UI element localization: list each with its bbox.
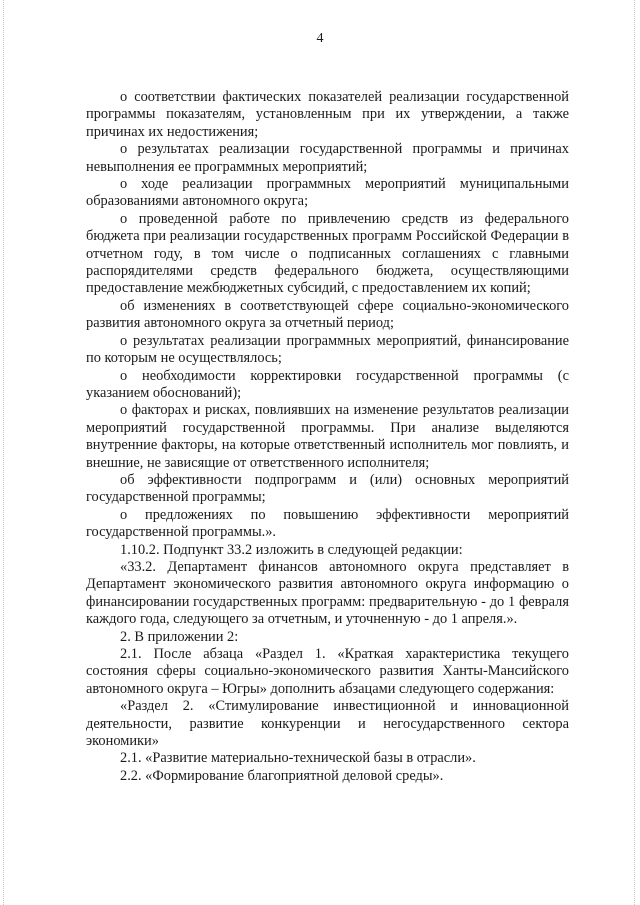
paragraph-section-2: «Раздел 2. «Стимулирование инвестиционной и инновационной деятельности, развитие конкуренции и негосударственного сектора экономики» [86,698,569,750]
paragraph-correction-need: о необходимости корректировки государственной программы (с указанием обоснований); [86,367,569,401]
paragraph-program-results: о результатах реализации государственной программы и причинах невыполнения ее программных мероприятий; [86,141,569,175]
paragraph-federal-funds: о проведенной работе по привлечению средств из федерального бюджета при реализации государственных программ Российской Федерации в отчетном году, в том числе о подписанных соглашениях с главными распорядителями средств федерального бюджета, осуществляющими предоставление межбюджетных субсидий, с предоставлением их копий; [86,210,569,297]
paragraph-risk-factors: о факторах и рисках, повлиявших на изменение результатов реализации мероприятий государственной программы. При анализе выделяются внутренние факторы, на которые ответственный исполнитель мог повлиять, и внешние, не зависящие от ответственного исполнителя; [86,402,569,471]
paragraph-unfunded-results: о результатах реализации программных мероприятий, финансирование по которым не осуществлялось; [86,332,569,367]
page-number: 4 [316,31,324,46]
paragraph-sphere-changes: об изменениях в соответствующей сфере социально-экономического развития автономного округа за отчетный период; [86,297,569,332]
document-body [86,89,569,785]
paragraph-appendix-2: 2. В приложении 2: [120,628,239,645]
paragraph-fact-indicators: о соответствии фактических показателей реализации государственной программы показателям, установленным при их утверждении, а также причинах их недостижения; [86,89,569,140]
paragraph-item-2-2: 2.2. «Формирование благоприятной деловой среды». [120,767,444,784]
paragraph-clause-2-1: 2.1. После абзаца «Раздел 1. «Краткая характеристика текущего состояния сферы социально-экономического развития Ханты-Мансийского автономного округа – Югры» дополнить абзацами следующего содержания: [86,646,569,697]
paragraph-municipal-progress: о ходе реализации программных мероприятий муниципальными образованиями автономного округа; [86,176,569,210]
paragraph-clause-1-10-2: 1.10.2. Подпункт 33.2 изложить в следующей редакции: [120,541,463,558]
paragraph-efficiency-proposals: о предложениях по повышению эффективности мероприятий государственной программы.». [86,506,569,541]
scan-edge-left [3,0,4,905]
paragraph-subprogram-efficiency: об эффективности подпрограмм и (или) основных мероприятий государственной программы; [86,471,569,506]
paragraph-clause-33-2: «33.2. Департамент финансов автономного округа представляет в Департамент экономического развития автономного округа информацию о финансировании государственных программ: предварительную - до 1 февраля каждого года, следующего за отчетным, и уточненную - до 1 апреля.». [86,558,569,628]
paragraph-item-2-1: 2.1. «Развитие материально-технической базы в отрасли». [120,750,476,767]
scan-edge-right [634,0,635,905]
